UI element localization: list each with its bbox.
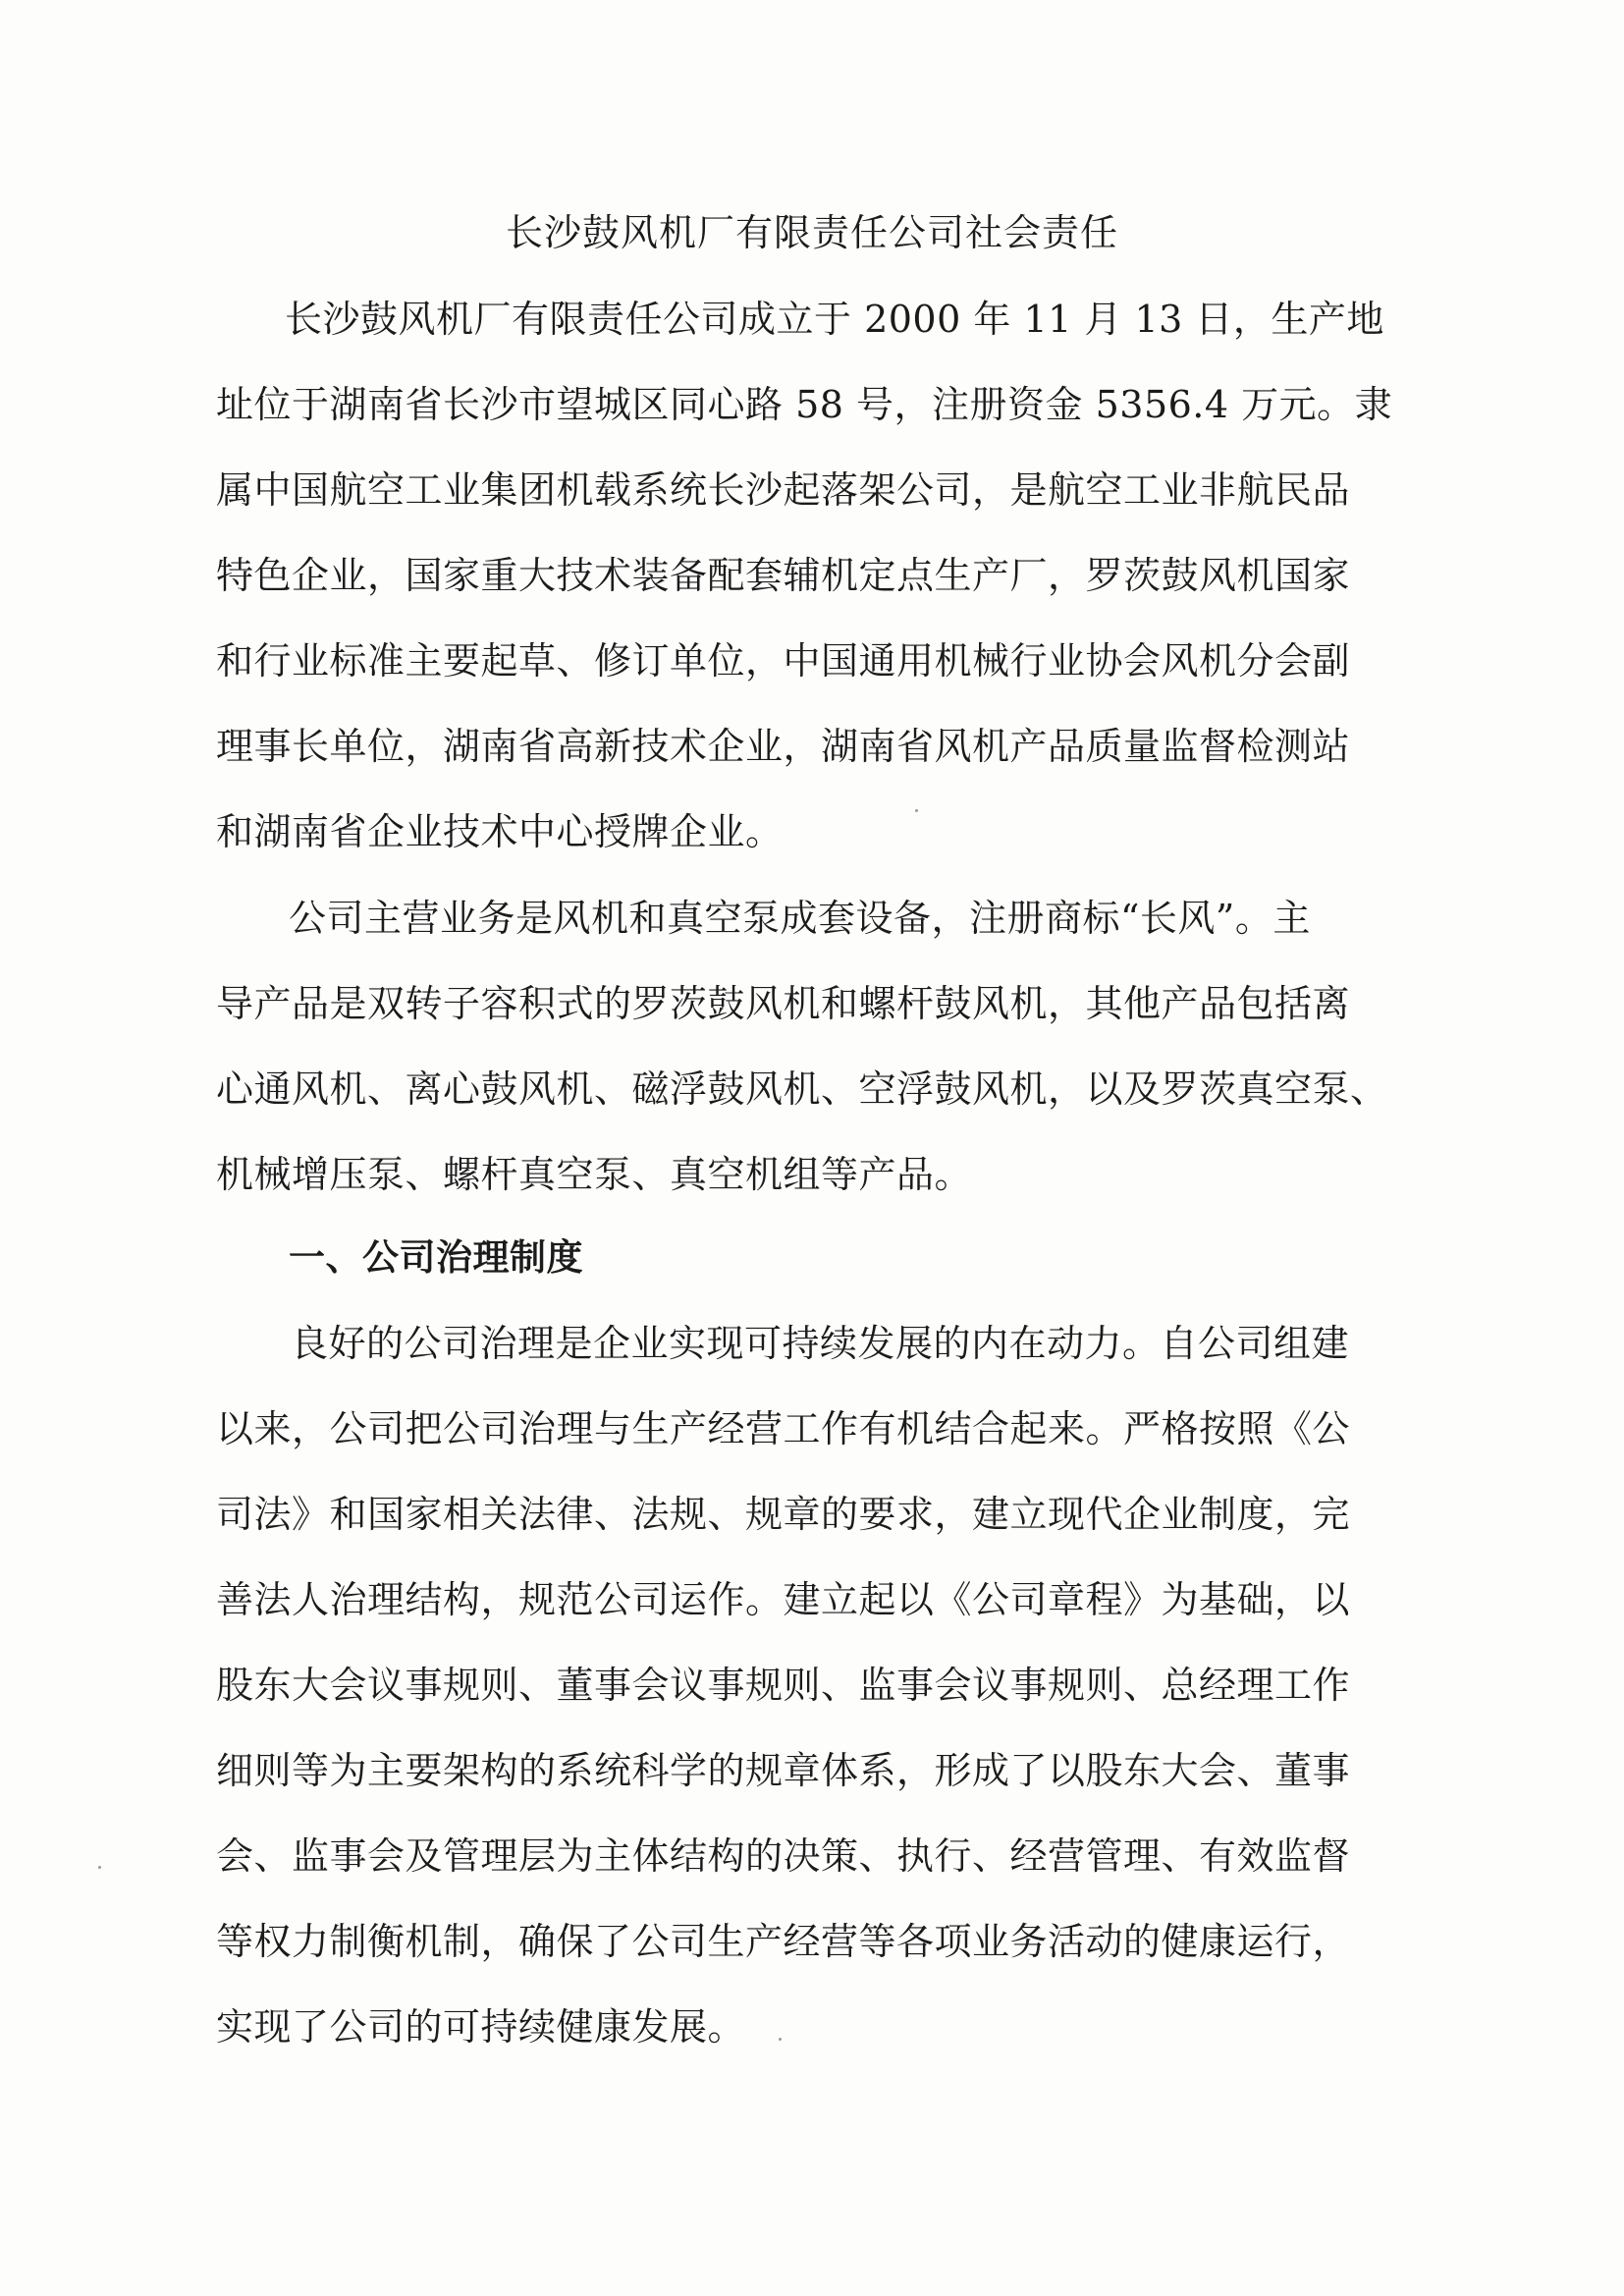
paragraph-3-line-2: 以来，公司把公司治理与生产经营工作有机结合起来。严格按照《公 (216, 1407, 1351, 1450)
scan-speck (98, 1866, 101, 1869)
paragraph-3-line-9: 实现了公司的可持续健康发展。 (216, 2005, 746, 2049)
paragraph-2-line-4: 机械增压泵、螺杆真空泵、真空机组等产品。 (216, 1153, 973, 1196)
paragraph-3-line-1: 良好的公司治理是企业实现可持续发展的内在动力。自公司组建 (291, 1322, 1350, 1365)
paragraph-3-line-7: 会、监事会及管理层为主体结构的决策、执行、经营管理、有效监督 (216, 1834, 1351, 1878)
paragraph-2-line-3: 心通风机、离心鼓风机、磁浮鼓风机、空浮鼓风机，以及罗茨真空泵、 (216, 1067, 1388, 1111)
paragraph-1-line-5: 和行业标准主要起草、修订单位，中国通用机械行业协会风机分会副 (216, 639, 1351, 683)
section-heading: 一、公司治理制度 (289, 1236, 583, 1279)
paragraph-3-line-5: 股东大会议事规则、董事会议事规则、监事会议事规则、总经理工作 (216, 1664, 1351, 1707)
paragraph-2-line-1: 公司主营业务是风机和真空泵成套设备，注册商标“长风”。主 (289, 897, 1311, 940)
paragraph-1-line-4: 特色企业，国家重大技术装备配套辅机定点生产厂，罗茨鼓风机国家 (216, 554, 1351, 597)
paragraph-1-line-2: 址位于湖南省长沙市望城区同心路 58 号，注册资金 5356.4 万元。隶 (216, 383, 1393, 426)
paragraph-3-line-6: 细则等为主要架构的系统科学的规章体系，形成了以股东大会、董事 (216, 1749, 1351, 1792)
scan-speck (915, 809, 918, 812)
paragraph-1-line-7: 和湖南省企业技术中心授牌企业。 (216, 810, 784, 853)
scan-speck (779, 2038, 782, 2041)
paragraph-1-line-6: 理事长单位，湖南省高新技术企业，湖南省风机产品质量监督检测站 (216, 725, 1351, 768)
paragraph-3-line-4: 善法人治理结构，规范公司运作。建立起以《公司章程》为基础，以 (216, 1578, 1351, 1621)
paragraph-3-line-8: 等权力制衡机制，确保了公司生产经营等各项业务活动的健康运行， (216, 1920, 1351, 1963)
paragraph-3-line-3: 司法》和国家相关法律、法规、规章的要求，建立现代企业制度，完 (216, 1493, 1351, 1536)
paragraph-1-line-3: 属中国航空工业集团机载系统长沙起落架公司，是航空工业非航民品 (216, 468, 1351, 512)
paragraph-2-line-2: 导产品是双转子容积式的罗茨鼓风机和螺杆鼓风机，其他产品包括离 (216, 982, 1351, 1025)
document-title: 长沙鼓风机厂有限责任公司社会责任 (505, 211, 1118, 254)
paragraph-1-line-1: 长沙鼓风机厂有限责任公司成立于 2000 年 11 月 13 日，生产地 (285, 298, 1384, 341)
